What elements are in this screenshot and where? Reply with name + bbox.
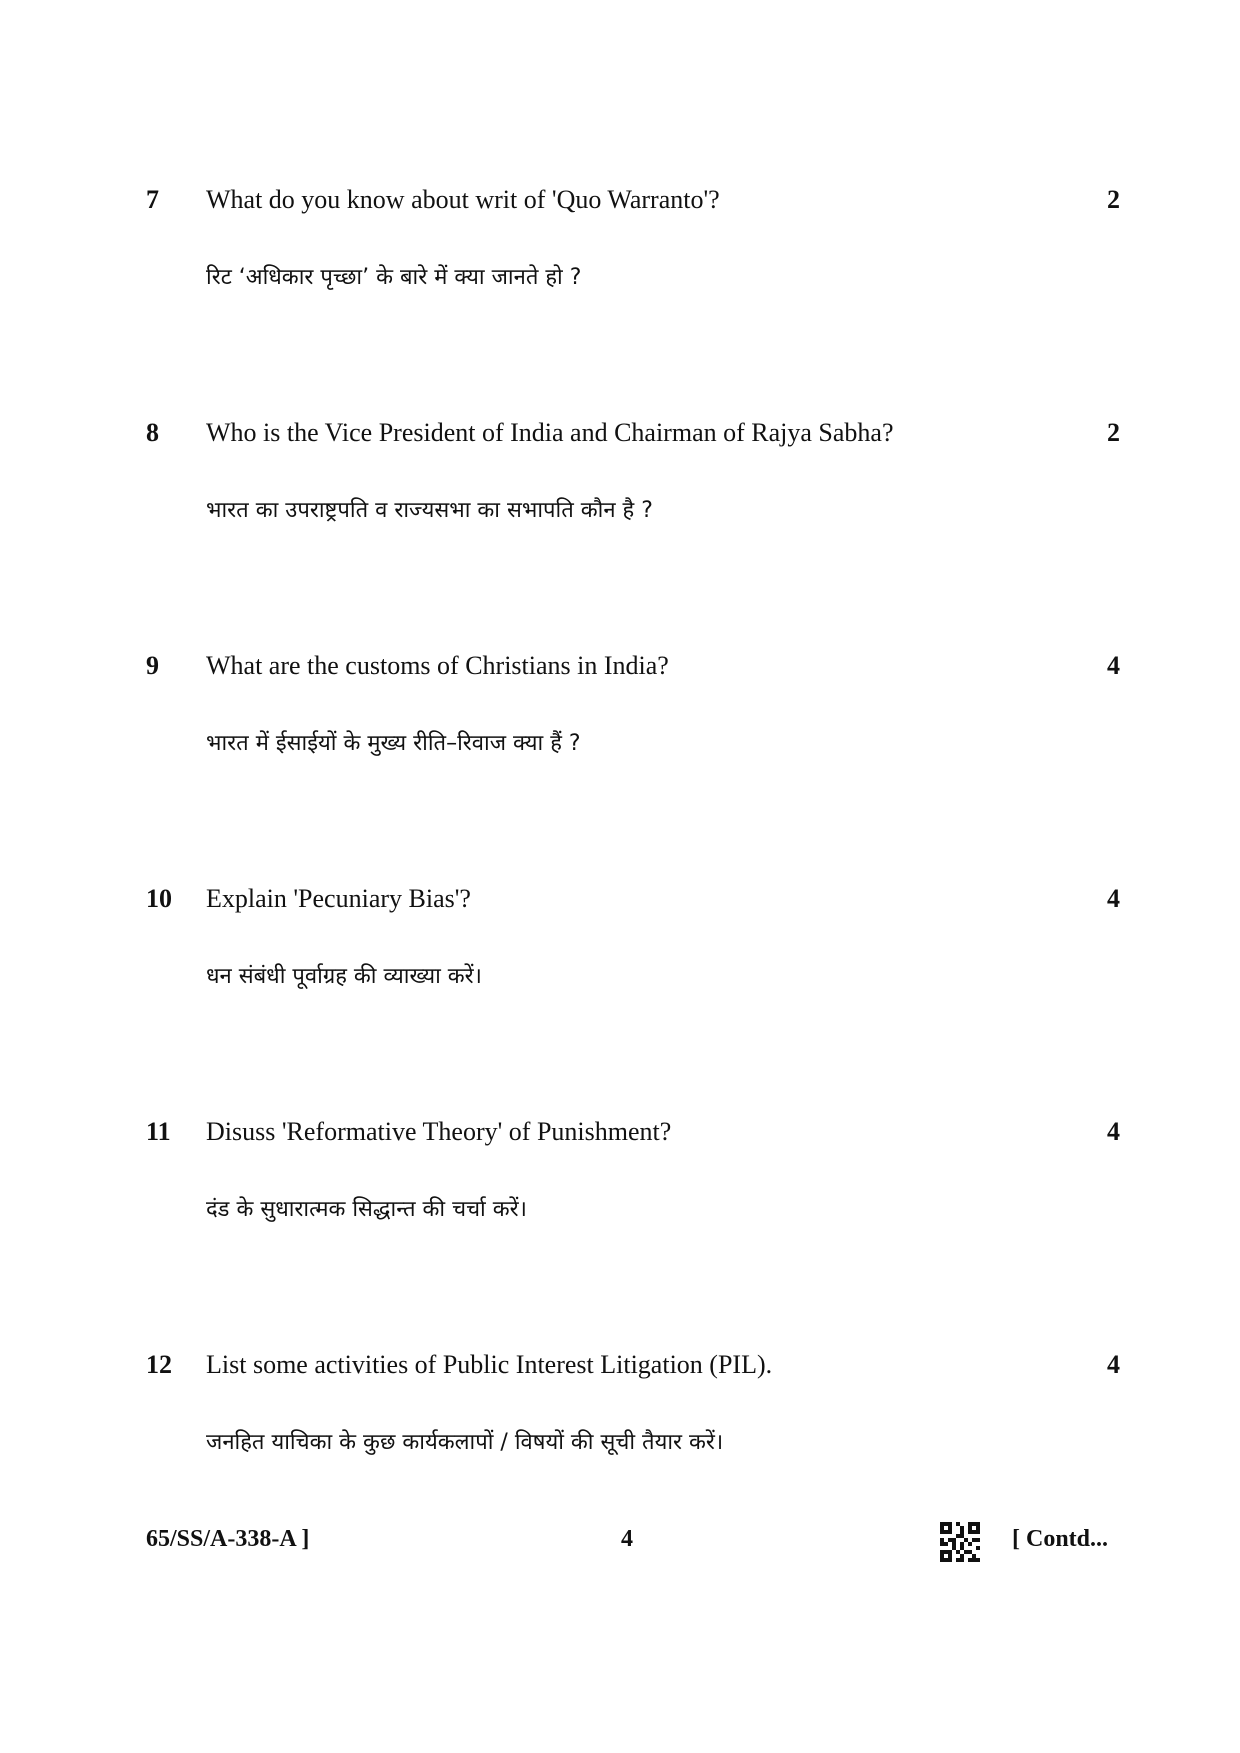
question-text-hindi: धन संबंधी पूर्वाग्रह की व्याख्या करें। [206,964,483,989]
question-marks: 2 [1107,418,1120,447]
question-text-english: What do you know about writ of 'Quo Warranto'? [206,185,720,214]
question-text-hindi: भारत में ईसाईयों के मुख्य रीति–रिवाज क्या हैं ? [206,731,581,756]
question-number: 12 [146,1350,172,1379]
question-text-hindi: भारत का उपराष्ट्रपति व राज्यसभा का सभापति कौन है ? [206,498,653,523]
question-10 [0,884,1240,1024]
question-11 [0,1117,1240,1257]
page-footer [0,1524,1240,1564]
question-marks: 2 [1107,185,1120,214]
question-12 [0,1350,1240,1490]
question-8 [0,418,1240,558]
page-number: 4 [621,1526,633,1552]
continued-label: [ Contd... [1012,1526,1109,1552]
question-marks: 4 [1107,651,1120,680]
question-9 [0,651,1240,791]
question-text-english: Disuss 'Reformative Theory' of Punishment? [206,1117,672,1146]
question-marks: 4 [1107,884,1120,913]
question-text-hindi: रिट ‘अधिकार पृच्छा’ के बारे में क्या जानते हो ? [206,265,582,290]
question-text-english: Who is the Vice President of India and Chairman of Rajya Sabha? [206,418,894,447]
question-text-hindi: दंड के सुधारात्मक सिद्धान्त की चर्चा करें। [206,1197,527,1222]
question-marks: 4 [1107,1117,1120,1146]
question-text-english: Explain 'Pecuniary Bias'? [206,884,471,913]
question-7 [0,185,1240,325]
question-text-hindi: जनहित याचिका के कुछ कार्यकलापों / विषयों की सूची तैयार करें। [206,1430,724,1455]
question-number: 10 [146,884,172,913]
paper-code: 65/SS/A-338-A ] [146,1526,310,1552]
question-number: 11 [146,1117,171,1146]
question-number: 8 [146,418,159,447]
question-number: 7 [146,185,159,214]
question-number: 9 [146,651,159,680]
question-text-english: What are the customs of Christians in India? [206,651,669,680]
qr-code-icon [940,1522,980,1562]
question-text-english: List some activities of Public Interest Litigation (PIL). [206,1350,773,1379]
question-marks: 4 [1107,1350,1120,1379]
